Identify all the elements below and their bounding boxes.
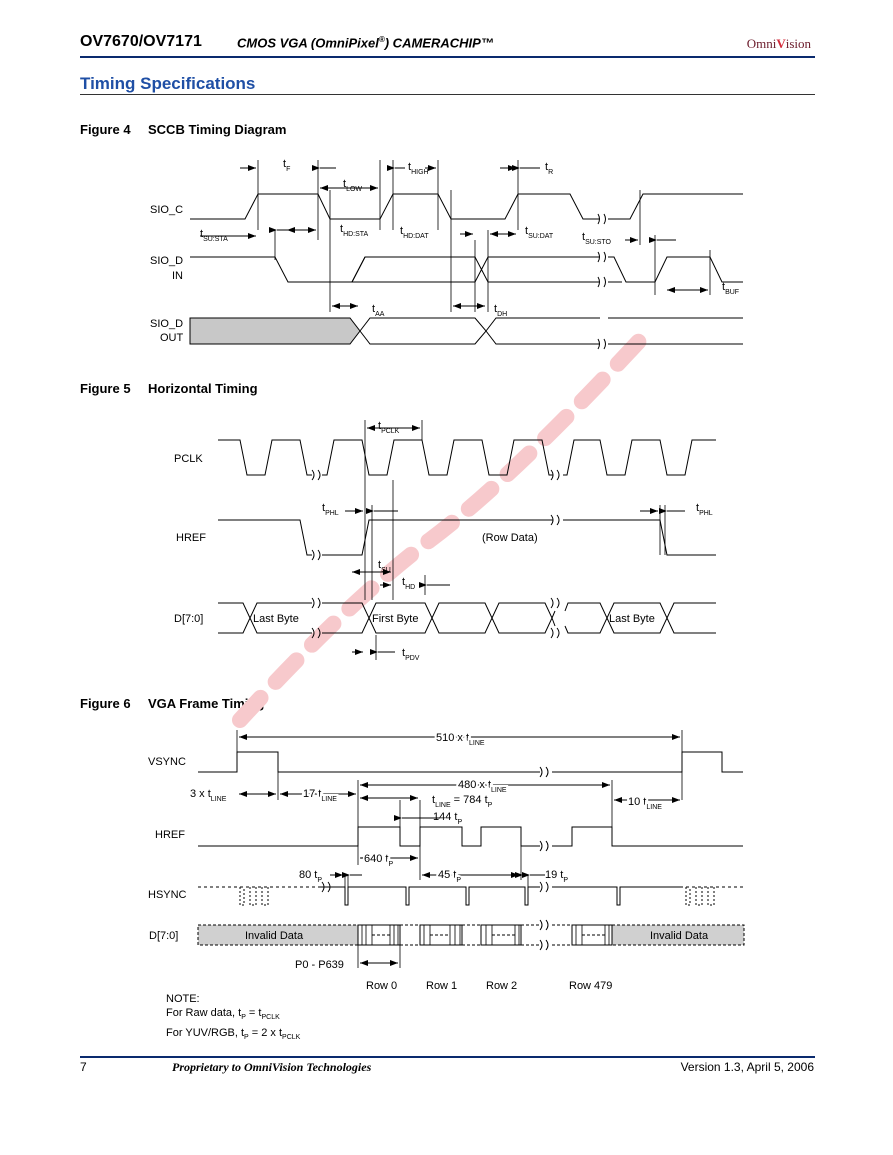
frame-labels xyxy=(148,732,709,992)
svg-text:144 tP: 144 $t_P$ xyxy=(433,811,463,826)
svg-text:tLINE = 784 tP: $t_{LINE} = 784$ $t_P$ xyxy=(432,794,493,809)
chip-description: CMOS VGA (OmniPixel®) CAMERACHIP™ xyxy=(237,35,494,51)
hsync-waveform xyxy=(320,887,680,905)
svg-text:tBUF: $t_{BUF}$ xyxy=(722,281,740,296)
sccb-diagram xyxy=(190,160,743,349)
svg-text:Row 2: Row 2 xyxy=(486,980,518,992)
svg-text:tSU:DAT: $t_{SU:DAT}$ xyxy=(525,225,554,240)
svg-text:17 tLINE: 17 $t_{LINE}$ xyxy=(303,788,337,803)
svg-text:IN: IN xyxy=(172,270,183,282)
svg-text:tHD:STA: $t_{HD:STA}$ xyxy=(340,223,369,238)
svg-text:640 tP: 640 $t_P$ xyxy=(364,853,394,868)
svg-text:SIO_D: SIO_D xyxy=(150,318,184,330)
page-number: 7 xyxy=(80,1060,87,1074)
svg-text:tSU: $t_{SU}$ xyxy=(378,559,391,574)
svg-text:45 tP: 45 $t_P$ xyxy=(438,869,462,884)
figure-4-caption: Figure 4 SCCB Timing Diagram xyxy=(80,122,287,137)
note-title: NOTE: xyxy=(166,993,200,1005)
svg-text:Row 1: Row 1 xyxy=(426,980,458,992)
svg-text:tHIGH: $t_{HIGH}$ xyxy=(408,161,429,176)
sio-d-in-waveform xyxy=(190,257,622,282)
svg-text:HREF: HREF xyxy=(155,829,185,841)
svg-text:(Row Data): (Row Data) xyxy=(482,532,538,544)
svg-text:tPDV: $t_{PDV}$ xyxy=(402,647,420,662)
svg-text:Row 479: Row 479 xyxy=(569,980,613,992)
footer-rule xyxy=(80,1056,815,1058)
svg-text:Invalid Data: Invalid Data xyxy=(245,930,304,942)
note-yuv: For YUV/RGB, $t_P = 2$ x $t_{PCLK}$ xyxy=(166,1027,301,1042)
svg-text:10 tLINE: 10 $t_{LINE}$ xyxy=(628,796,662,811)
svg-text:tDH: $t_{DH}$ xyxy=(494,303,508,318)
svg-text:Row 0: Row 0 xyxy=(366,980,398,992)
svg-text:HSYNC: HSYNC xyxy=(148,889,187,901)
svg-text:D[7:0]: D[7:0] xyxy=(174,613,204,625)
proprietary-notice: Proprietary to OmniVision Technologies xyxy=(172,1060,372,1074)
pclk-waveform xyxy=(218,440,716,475)
svg-text:HREF: HREF xyxy=(176,532,206,544)
href-row-waveform xyxy=(218,520,716,555)
svg-text:510 x tLINE: 510 x $t_{LINE}$ xyxy=(436,732,485,747)
svg-text:tHD:DAT: $t_{HD:DAT}$ xyxy=(400,225,429,240)
svg-text:tSU:STO: $t_{SU:STO}$ xyxy=(582,231,611,246)
vsync-waveform xyxy=(198,752,743,772)
section-title: Timing Specifications xyxy=(80,74,256,93)
svg-text:19 tP: 19 $t_P$ xyxy=(545,869,569,884)
svg-text:SIO_D: SIO_D xyxy=(150,255,184,267)
href-frame-waveform xyxy=(198,827,743,846)
svg-text:First Byte: First Byte xyxy=(372,613,419,625)
svg-text:tLOW: $t_{LOW}$ xyxy=(343,178,363,193)
svg-text:tF: $t_F$ xyxy=(283,158,291,173)
svg-text:tHD: $t_{HD}$ xyxy=(402,576,416,591)
svg-text:tPHL: $t_{PHL}$ xyxy=(696,502,713,517)
svg-text:Last Byte: Last Byte xyxy=(609,613,655,625)
svg-text:SIO_C: SIO_C xyxy=(150,204,184,216)
svg-text:tPHL: $t_{PHL}$ xyxy=(322,502,339,517)
figure-6-caption: Figure 6 VGA Frame Timing xyxy=(80,696,265,711)
svg-text:tAA: $t_{AA}$ xyxy=(372,303,385,318)
svg-text:Invalid Data: Invalid Data xyxy=(650,930,709,942)
svg-text:P0 - P639: P0 - P639 xyxy=(295,959,344,971)
svg-text:tSU:STA: $t_{SU:STA}$ xyxy=(200,228,228,243)
sio-c-waveform xyxy=(190,194,743,219)
svg-text:tPCLK: $t_{PCLK}$ xyxy=(378,420,400,435)
svg-text:Last Byte: Last Byte xyxy=(253,613,299,625)
svg-text:80 tP: 80 $t_P$ xyxy=(299,869,323,884)
svg-text:480 x tLINE: 480 x $t_{LINE}$ xyxy=(458,779,507,794)
sccb-labels xyxy=(150,158,739,344)
svg-text:OUT: OUT xyxy=(160,332,184,344)
omnivision-logo: OmniVision xyxy=(746,36,811,51)
sio-d-out-waveform xyxy=(190,318,360,344)
horizontal-labels xyxy=(174,420,713,662)
version-info: Version 1.3, April 5, 2006 xyxy=(680,1060,814,1074)
svg-text:VSYNC: VSYNC xyxy=(148,756,186,768)
svg-text:3 x tLINE: 3 x $t_{LINE}$ xyxy=(190,788,227,803)
svg-text:PCLK: PCLK xyxy=(174,453,203,465)
note-raw: For Raw data, $t_P = t_{PCLK}$ xyxy=(166,1007,280,1022)
figure-5-caption: Figure 5 Horizontal Timing xyxy=(80,381,258,396)
chip-name: OV7670/OV7171 xyxy=(80,33,202,50)
svg-text:tR: $t_R$ xyxy=(545,161,554,176)
svg-text:D[7:0]: D[7:0] xyxy=(149,930,179,942)
